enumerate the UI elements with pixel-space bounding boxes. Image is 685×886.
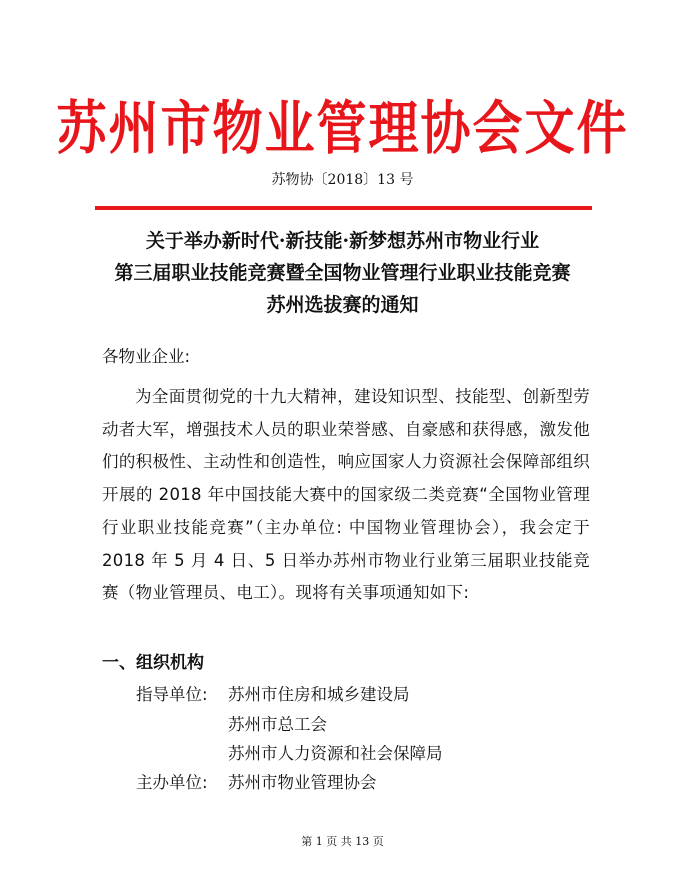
notice-title-line-3: 苏州选拔赛的通知	[266, 294, 419, 316]
notice-title-line-2: 第三届职业技能竞赛暨全国物业管理行业职业技能竞赛	[114, 262, 571, 284]
guide-unit-3: 苏州市人力资源和社会保障局	[228, 744, 443, 763]
document-number: 苏物协〔2018〕13 号	[271, 172, 414, 188]
guide-unit-2: 苏州市总工会	[228, 715, 327, 734]
page-footer: 第 1 页 共 13 页	[301, 835, 384, 848]
body-paragraph: 为全面贯彻党的十九大精神，建设知识型、技能型、创新型劳动者大军，增强技术人员的职业荣誉感、自豪感和获得感，激发他们的积极性、主动性和创造性，响应国家人力资源社会保障部组织开展的 2018 年中国技能大赛中的国家级二类竞赛“全国物业管理行业职业技能竞赛”（主办单位: 中国物业管理协会），我会定于 2018 年 5 月 4 日、5 日举办苏州市物业行业第三届职业技能竞赛（物业管理员、电工）。现将有关事项通知如下:	[102, 387, 590, 603]
notice-title-line-1: 关于举办新时代·新技能·新梦想苏州市物业行业	[145, 230, 540, 252]
host-unit-label: 主办单位:	[136, 773, 208, 792]
salutation: 各物业企业:	[102, 347, 191, 366]
guide-unit-label: 指导单位:	[136, 685, 208, 704]
host-unit: 苏州市物业管理协会	[228, 773, 377, 792]
section-heading-organization: 一、组织机构	[102, 653, 204, 673]
document-header-title: 苏州市物业管理协会文件	[56, 93, 629, 162]
red-divider-rule	[95, 206, 592, 210]
guide-unit-1: 苏州市住房和城乡建设局	[228, 685, 410, 704]
